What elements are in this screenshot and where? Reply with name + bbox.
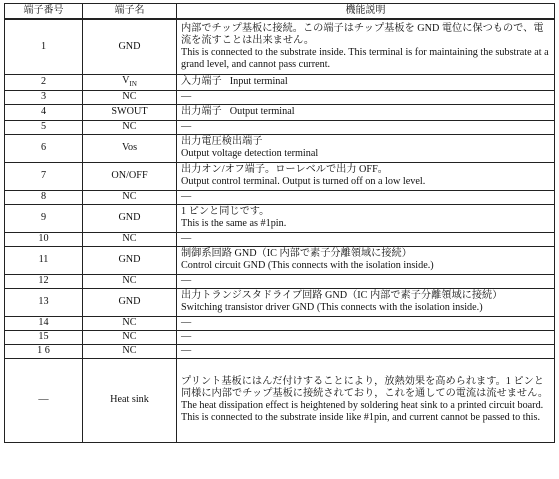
pin-name: ON/OFF [83,162,177,190]
pin-description [177,134,555,162]
pin-description [177,74,555,90]
pin-number: 4 [5,104,83,120]
description-jp: 出力端子 [181,106,222,118]
description-jp: 内部でチップ基板に接続。この端子はチップ基板を GND 電位に保つもので、電流を流すことは出来ません。 [181,22,544,46]
pin-name [83,74,177,90]
description-en: Control circuit GND (This connects with the isolation inside.) [181,260,434,272]
pin-name-main: V [122,74,130,86]
table-row [5,204,555,232]
table-row [5,274,555,288]
description-en: This is connected to the substrate inside. This terminal is for maintaining the substrate at a grand level, and cannot pass current. [181,46,549,70]
pin-name-subscript: IN [129,79,137,88]
table-row [5,19,555,74]
pin-number: 7 [5,162,83,190]
pin-number: — [5,358,83,442]
description-en: Output voltage detection terminal [181,148,319,160]
table-row [5,90,555,104]
pin-number: 9 [5,204,83,232]
pin-number: 8 [5,190,83,204]
description-jp: プリント基板にはんだ付けすることにより，放熱効果を高められます。1 ピンと同様に内部でチップ基板に接続されており，これを通しての電流は流せません。 [181,376,549,400]
table-row [5,330,555,344]
header-function-description: 機能説明 [177,4,555,20]
pin-description [177,204,555,232]
description-jp: 1 ピンと同じです。 [181,206,270,218]
pin-name: SWOUT [83,104,177,120]
pin-description [177,104,555,120]
pin-name: NC [83,90,177,104]
pin-number: 6 [5,134,83,162]
table-row [5,104,555,120]
header-pin-name: 端子名 [83,4,177,20]
pin-name: NC [83,120,177,134]
table-row [5,74,555,90]
pin-number: 5 [5,120,83,134]
pin-function-table [4,3,555,443]
table-row [5,134,555,162]
pin-number: 1 6 [5,344,83,358]
pin-description [177,288,555,316]
table-row [5,358,555,442]
pin-number: 10 [5,232,83,246]
pin-description: — [177,120,555,134]
pin-number: 14 [5,316,83,330]
table-row [5,246,555,274]
description-jp: 出力オン/オフ端子。ローレベルで出力 OFF。 [181,164,388,176]
table-row [5,288,555,316]
pin-description: — [177,232,555,246]
pin-number: 12 [5,274,83,288]
pin-description [177,19,555,74]
description-en: This is the same as #1pin. [181,218,287,230]
pin-number: 13 [5,288,83,316]
pin-description [177,246,555,274]
pin-name: NC [83,274,177,288]
table-row [5,344,555,358]
pin-number: 2 [5,74,83,90]
description-jp: 出力トランジスタドライブ回路 GND（IC 内部で素子分離領域に接続） [181,290,503,302]
description-en: Input terminal [229,76,288,88]
pin-description: — [177,344,555,358]
description-en: Output control terminal. Output is turned off on a low level. [181,176,426,188]
pin-number: 15 [5,330,83,344]
pin-description [177,162,555,190]
table-row [5,120,555,134]
description-en: Switching transistor driver GND (This connects with the isolation inside.) [181,302,483,314]
description-en: The heat dissipation effect is heightened by soldering heat sink to a printed circuit board. This is connected to the substrate inside like #1pin, and current cannot be passed to this. [181,400,544,424]
pin-name: GND [83,204,177,232]
pin-description: — [177,316,555,330]
pin-name: Heat sink [83,358,177,442]
table-row [5,232,555,246]
pin-name: NC [83,190,177,204]
pin-name: GND [83,19,177,74]
pin-number: 3 [5,90,83,104]
description-jp: 制御系回路 GND（IC 内部で素子分離領域に接続） [181,248,412,260]
table-row [5,316,555,330]
pin-description: — [177,274,555,288]
description-jp: 出力電圧検出端子 [181,136,263,148]
pin-description: — [177,330,555,344]
pin-name: NC [83,232,177,246]
pin-description [177,358,555,442]
pin-name: GND [83,246,177,274]
pin-name: NC [83,330,177,344]
pin-name: Vos [83,134,177,162]
pin-name: NC [83,316,177,330]
table-header-row [5,4,555,20]
table-row [5,162,555,190]
header-pin-number: 端子番号 [5,4,83,20]
pin-name: NC [83,344,177,358]
description-en: Output terminal [229,106,295,118]
pin-description: — [177,190,555,204]
table-row [5,190,555,204]
pin-description: — [177,90,555,104]
pin-number: 1 [5,19,83,74]
pin-number: 11 [5,246,83,274]
pin-name: GND [83,288,177,316]
description-jp: 入力端子 [181,76,222,88]
